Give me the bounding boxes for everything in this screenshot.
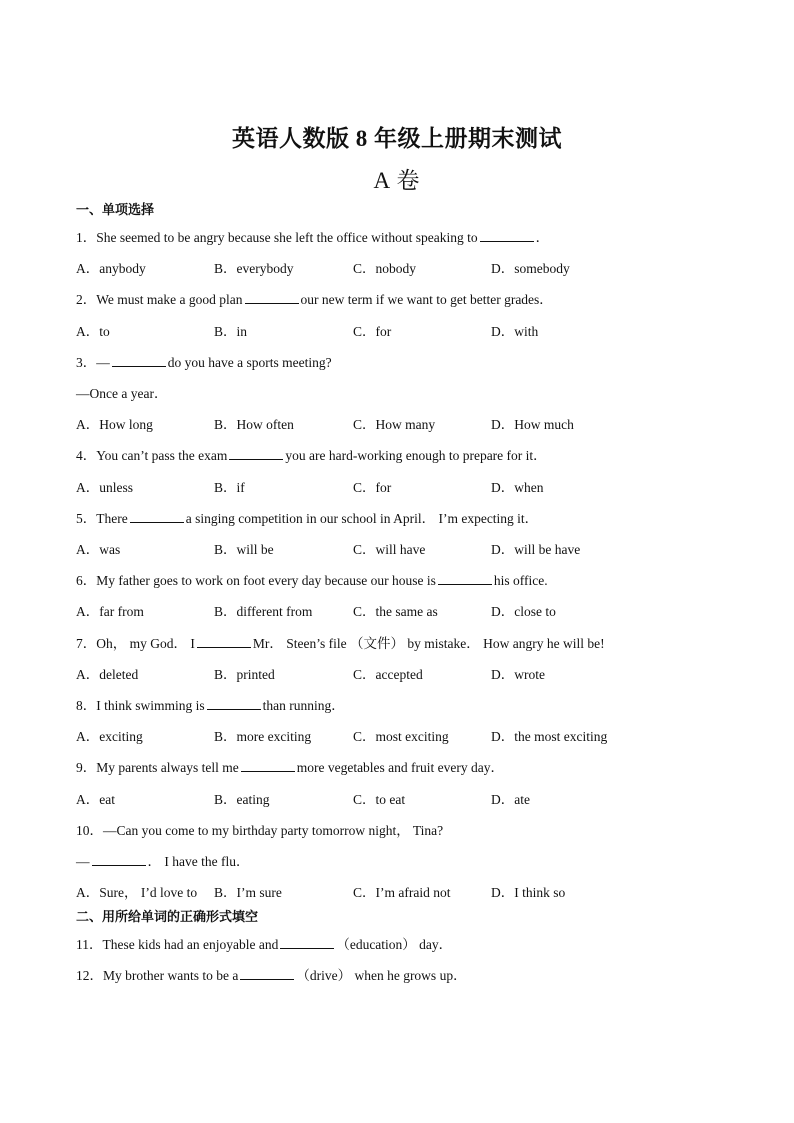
question-3-reply: —Once a year． (76, 386, 168, 401)
option-a: A．to (76, 324, 110, 339)
question-10: 10．—Can you come to my birthday party tomorrow night， Tina? (76, 823, 444, 838)
option-a: A．eat (76, 792, 115, 807)
option-d: D．I think so (491, 885, 566, 900)
option-b: B．more exciting (214, 729, 312, 744)
option-b: B．if (214, 480, 245, 495)
section-heading-fill-blank: 二、用所给单词的正确形式填空 (76, 910, 259, 925)
option-a: A．deleted (76, 667, 139, 682)
answer-blank (480, 230, 534, 242)
question-text: （drive） when he grows up． (296, 968, 467, 983)
option-b: B．everybody (214, 261, 294, 276)
answer-blank (112, 355, 166, 367)
option-b: B．eating (214, 792, 270, 807)
answer-blank (438, 573, 492, 585)
question-text: 2．We must make a good plan (76, 292, 243, 307)
question-text: do you have a sports meeting? (167, 355, 332, 370)
question-text: （education） day． (336, 937, 453, 952)
question-text: Mr． Steen’s file （文件） by mistake． How angry he will be! (252, 636, 605, 651)
question-text: his office. (493, 573, 548, 588)
option-c: C．for (353, 480, 392, 495)
question-2 (76, 288, 553, 308)
option-d: D．close to (491, 604, 556, 619)
option-c: C．to eat (353, 792, 406, 807)
option-d: D．will be have (491, 542, 581, 557)
question-text: 1．She seemed to be angry because she left the office without speaking to (76, 230, 478, 245)
option-a: A．was (76, 542, 121, 557)
section-heading-single-choice: 一、单项选择 (76, 203, 155, 218)
option-b: B．different from (214, 604, 313, 619)
option-c: C．accepted (353, 667, 423, 682)
question-text: 11．These kids had an enjoyable and (76, 937, 279, 952)
option-a: A．anybody (76, 261, 146, 276)
question-text: 8．I think swimming is (76, 698, 205, 713)
question-text: — (76, 854, 90, 869)
question-7 (76, 632, 605, 652)
answer-blank (92, 854, 146, 866)
question-text: more vegetables and fruit every day． (296, 760, 505, 775)
question-text: 9．My parents always tell me (76, 760, 239, 775)
answer-blank (229, 448, 283, 460)
answer-blank (280, 937, 334, 949)
page-title: 英语人数版 8 年级上册期末测试 (232, 126, 562, 151)
option-b: B．printed (214, 667, 275, 682)
option-b: B．How often (214, 417, 294, 432)
question-1 (76, 226, 549, 246)
answer-blank (241, 760, 295, 772)
option-a: A．far from (76, 604, 144, 619)
answer-blank (130, 511, 184, 523)
question-text: 6．My father goes to work on foot every day because our house is (76, 573, 436, 588)
question-4 (76, 444, 547, 464)
question-text: you are hard-working enough to prepare for it． (285, 448, 547, 463)
option-d: D．wrote (491, 667, 545, 682)
question-text: 5．There (76, 511, 128, 526)
option-b: B．in (214, 324, 248, 339)
option-d: D．somebody (491, 261, 570, 276)
question-text: 4．You can’t pass the exam (76, 448, 228, 463)
question-11 (76, 933, 452, 953)
option-a: A．Sure， I’d love to (76, 885, 198, 900)
option-d: D．with (491, 324, 539, 339)
question-text: 12．My brother wants to be a (76, 968, 239, 983)
option-d: D．ate (491, 792, 530, 807)
option-d: D．How much (491, 417, 574, 432)
option-a: A．unless (76, 480, 133, 495)
option-d: D．when (491, 480, 544, 495)
answer-blank (240, 968, 294, 980)
question-9 (76, 756, 504, 776)
answer-blank (245, 292, 299, 304)
question-text: our new term if we want to get better grades． (300, 292, 553, 307)
option-b: B．will be (214, 542, 274, 557)
question-text: than running． (262, 698, 345, 713)
question-text: a singing competition in our school in April． I’m expecting it． (185, 511, 539, 526)
question-12 (76, 964, 467, 984)
option-c: C．nobody (353, 261, 417, 276)
question-5 (76, 507, 538, 527)
question-8 (76, 694, 345, 714)
option-d: D．the most exciting (491, 729, 608, 744)
question-text: 7．Oh， my God． I (76, 636, 195, 651)
question-10-reply (76, 850, 249, 870)
question-text: ． I have the flu． (147, 854, 250, 869)
option-c: C．the same as (353, 604, 438, 619)
option-c: C．most exciting (353, 729, 449, 744)
question-6 (76, 569, 548, 589)
option-b: B．I’m sure (214, 885, 282, 900)
option-c: C．will have (353, 542, 426, 557)
option-c: C．for (353, 324, 392, 339)
question-text: ． (535, 230, 550, 245)
page-subtitle: A 卷 (373, 168, 421, 193)
option-c: C．I’m afraid not (353, 885, 451, 900)
answer-blank (197, 636, 251, 648)
option-c: C．How many (353, 417, 436, 432)
question-text: 3．— (76, 355, 110, 370)
option-a: A．exciting (76, 729, 143, 744)
option-a: A．How long (76, 417, 153, 432)
question-3 (76, 351, 332, 371)
answer-blank (207, 698, 261, 710)
